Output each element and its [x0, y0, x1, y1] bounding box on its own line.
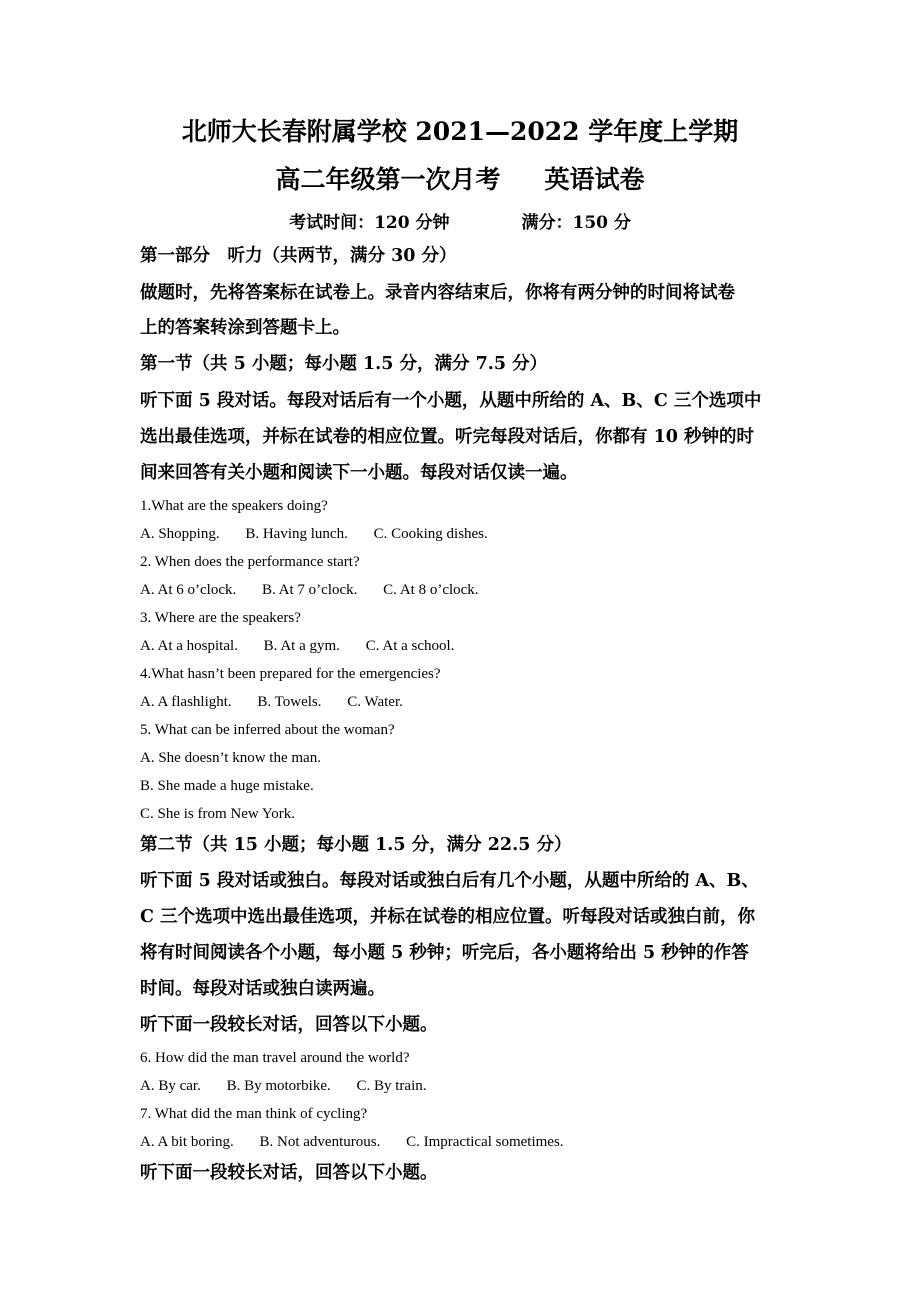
section2-instructions-line2: C 三个选项中选出最佳选项，并标在试卷的相应位置。听每段对话或独白前，你 — [140, 907, 756, 927]
option-a: A. A flashlight. — [140, 694, 232, 710]
question-6-options — [140, 1076, 427, 1096]
option-a: A. By car. — [140, 1078, 201, 1094]
option-b: B. At a gym. — [263, 638, 340, 654]
option-c: C. By train. — [356, 1078, 427, 1094]
option-a: A. At 6 o’clock. — [140, 582, 237, 598]
question-1-options — [140, 524, 488, 544]
section2-instructions-line3: 将有时间阅读各个小题，每小题 5 秒钟；听完后，各小题将给出 5 秒钟的作答 — [140, 943, 749, 963]
section2-heading: 第二节（共 15 小题；每小题 1.5 分，满分 22.5 分） — [140, 835, 572, 855]
option-c: C. Cooking dishes. — [373, 526, 488, 542]
option-a: A. Shopping. — [140, 526, 220, 542]
section1-instructions-line1: 听下面 5 段对话。每段对话后有一个小题，从题中所给的 A、B、C 三个选项中 — [140, 391, 762, 411]
option-b: B. Having lunch. — [245, 526, 348, 542]
question-5-option-b: B. She made a huge mistake. — [140, 778, 314, 794]
section2-instructions-line1: 听下面 5 段对话或独白。每段对话或独白后有几个小题，从题中所给的 A、B、 — [140, 871, 759, 891]
option-c: C. At 8 o’clock. — [383, 582, 479, 598]
option-c: C. At a school. — [365, 638, 455, 654]
question-3-options — [140, 636, 454, 656]
section1-instructions-line2: 选出最佳选项，并标在试卷的相应位置。听完每段对话后，你都有 10 秒钟的时 — [140, 427, 755, 447]
part1-instructions-line2: 上的答案转涂到答题卡上。 — [140, 318, 350, 338]
question-5: 5. What can be inferred about the woman? — [140, 722, 395, 738]
question-7: 7. What did the man think of cycling? — [140, 1106, 368, 1122]
question-1: 1.What are the speakers doing? — [140, 498, 328, 514]
option-b: B. By motorbike. — [226, 1078, 331, 1094]
grade-exam-label: 高二年级第一次月考 — [275, 165, 501, 194]
question-3: 3. Where are the speakers? — [140, 610, 301, 626]
option-a: A. A bit boring. — [140, 1134, 234, 1150]
question-4: 4.What hasn’t been prepared for the emergencies? — [140, 666, 441, 682]
exam-title-line2 — [0, 160, 920, 196]
question-2-options — [140, 580, 479, 600]
full-score: 满分：150 分 — [521, 213, 631, 233]
option-a: A. At a hospital. — [140, 638, 238, 654]
question-5-option-a: A. She doesn’t know the man. — [140, 750, 321, 766]
part1-heading: 第一部分 听力（共两节，满分 30 分） — [140, 246, 457, 266]
question-7-options — [140, 1132, 564, 1152]
option-b: B. Towels. — [257, 694, 322, 710]
option-b: B. At 7 o’clock. — [261, 582, 358, 598]
question-4-options — [140, 692, 403, 712]
section2-instructions-line4: 时间。每段对话或独白读两遍。 — [140, 979, 385, 999]
exam-meta — [0, 208, 920, 233]
question-5-option-c: C. She is from New York. — [140, 806, 296, 822]
exam-time: 考试时间：120 分钟 — [289, 213, 450, 233]
option-c: C. Water. — [347, 694, 403, 710]
group-intro-2: 听下面一段较长对话，回答以下小题。 — [140, 1163, 438, 1183]
section1-instructions-line3: 间来回答有关小题和阅读下一小题。每段对话仅读一遍。 — [140, 463, 578, 483]
option-c: C. Impractical sometimes. — [406, 1134, 564, 1150]
question-2: 2. When does the performance start? — [140, 554, 360, 570]
group-intro-1: 听下面一段较长对话，回答以下小题。 — [140, 1015, 438, 1035]
part1-instructions-line1: 做题时，先将答案标在试卷上。录音内容结束后，你将有两分钟的时间将试卷 — [140, 283, 735, 303]
section1-heading: 第一节（共 5 小题；每小题 1.5 分，满分 7.5 分） — [140, 354, 548, 374]
exam-title-line1: 北师大长春附属学校 2021—2022 学年度上学期 — [181, 117, 739, 146]
subject-label: 英语试卷 — [544, 165, 645, 194]
question-6: 6. How did the man travel around the world? — [140, 1050, 410, 1066]
option-b: B. Not adventurous. — [259, 1134, 381, 1150]
